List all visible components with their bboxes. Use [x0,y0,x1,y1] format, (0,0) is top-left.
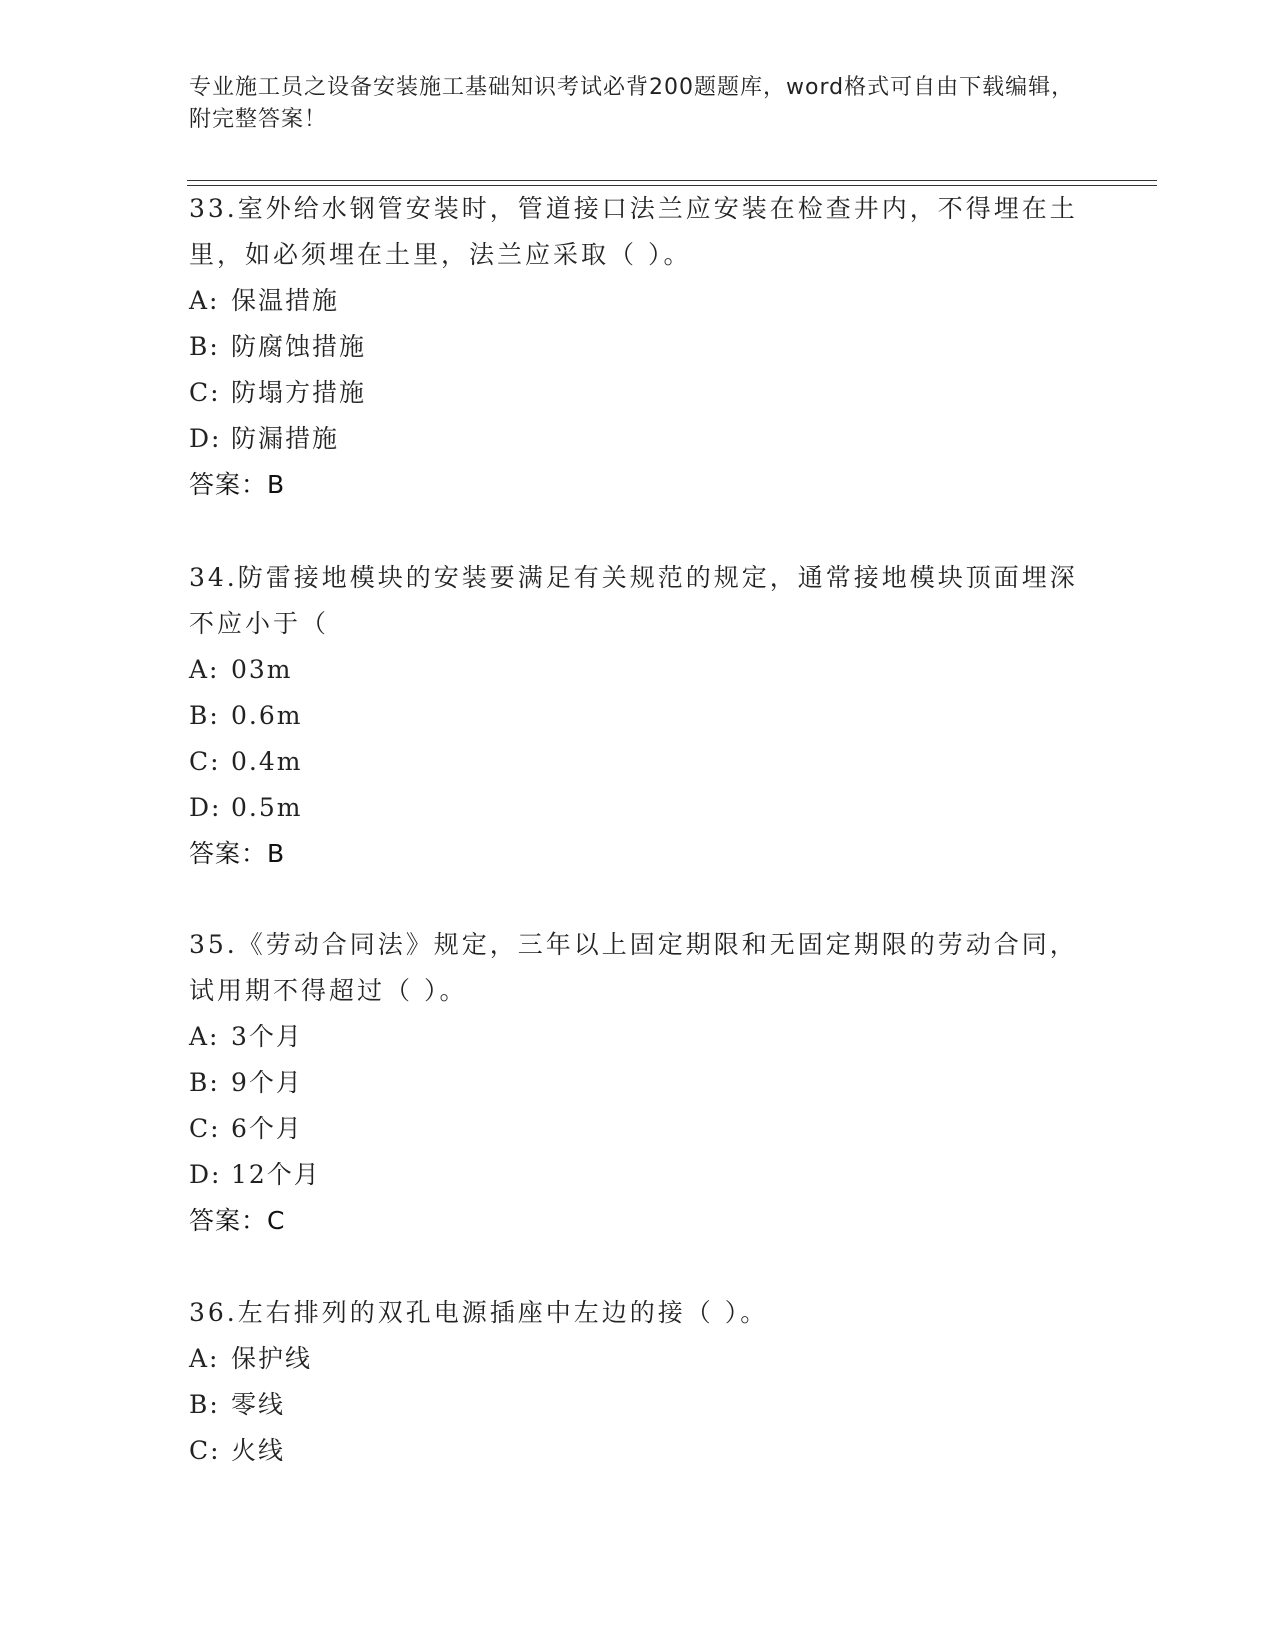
option-text: 03m [231,655,293,684]
option-text: 0.4m [231,747,303,776]
option-b [189,1382,1089,1428]
answer-line: 答案：B [189,839,286,868]
option-text: 3个月 [231,1022,303,1051]
option-c [189,1428,1089,1474]
answer-line: 答案：B [189,470,286,499]
option-letter: C: [189,378,221,407]
question-stem: 35.《劳动合同法》规定，三年以上固定期限和无固定期限的劳动合同，试用期不得超过（ ）。 [189,930,1078,1005]
option-letter: C: [189,747,221,776]
option-c [189,1106,1089,1152]
document-header: 专业施工员之设备安装施工基础知识考试必背200题题库，word格式可自由下载编辑，附完整答案！ [189,75,1075,132]
option-letter: C: [189,1114,221,1143]
header-divider-top [187,180,1157,181]
option-text: 9个月 [231,1068,303,1097]
question-33 [189,186,1089,508]
option-letter: D: [189,424,222,453]
option-letter: D: [189,793,222,822]
option-letter: A: [189,286,220,315]
option-text: 6个月 [231,1114,303,1143]
option-text: 0.5m [231,793,303,822]
option-a [189,1014,1089,1060]
question-34 [189,555,1089,877]
option-c [189,739,1089,785]
option-text: 12个月 [231,1160,321,1189]
question-36 [189,1290,1089,1474]
option-d [189,1152,1089,1198]
option-text: 火线 [231,1436,286,1465]
option-a [189,1336,1089,1382]
option-letter: B: [189,332,220,361]
option-letter: A: [189,655,220,684]
option-b [189,1060,1089,1106]
option-letter: A: [189,1022,220,1051]
option-letter: B: [189,701,220,730]
question-stem: 34.防雷接地模块的安装要满足有关规范的规定，通常接地模块顶面埋深不应小于（ [189,563,1078,638]
option-text: 防腐蚀措施 [231,332,367,361]
option-text: 防漏措施 [231,424,340,453]
question-35 [189,922,1089,1244]
option-a [189,647,1089,693]
option-a [189,278,1089,324]
option-c [189,370,1089,416]
option-letter: B: [189,1390,220,1419]
option-text: 保温措施 [231,286,340,315]
answer-line: 答案：C [189,1206,286,1235]
option-d [189,785,1089,831]
option-text: 0.6m [231,701,303,730]
question-stem: 36.左右排列的双孔电源插座中左边的接（ ）。 [189,1298,769,1327]
option-d [189,416,1089,462]
option-letter: D: [189,1160,222,1189]
option-letter: B: [189,1068,220,1097]
option-letter: C: [189,1436,221,1465]
question-stem: 33.室外给水钢管安装时，管道接口法兰应安装在检查井内，不得埋在土里，如必须埋在土里，法兰应采取（ ）。 [189,194,1078,269]
option-text: 保护线 [231,1344,313,1373]
option-letter: A: [189,1344,220,1373]
option-text: 零线 [231,1390,286,1419]
option-b [189,324,1089,370]
option-text: 防塌方措施 [231,378,367,407]
option-b [189,693,1089,739]
